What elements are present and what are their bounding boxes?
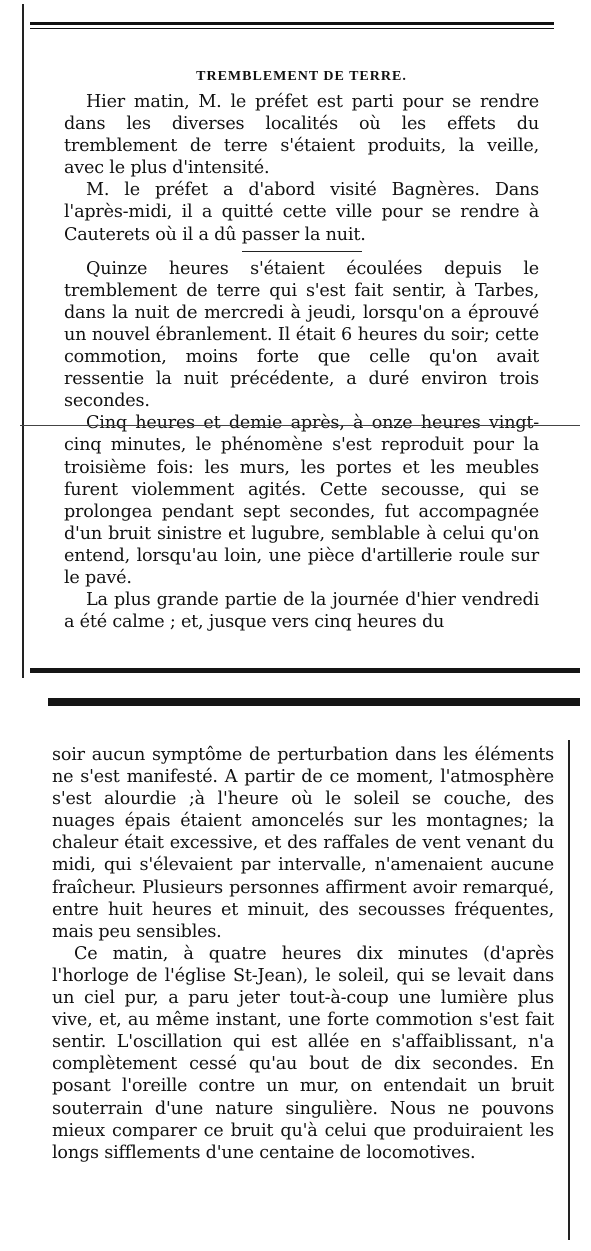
paragraph-5: La plus grande partie de la journée d'hier vendredi a été calme ; et, jusque vers cinq heures du (64, 590, 539, 633)
top-rule-2 (48, 698, 580, 706)
left-margin-line (22, 4, 24, 678)
column-2 (52, 744, 554, 1164)
paragraph-6: soir aucun symptôme de perturbation dans les éléments ne s'est manifesté. A partir de ce moment, l'atmosphère s'est alourdie ;à l'heure où le soleil se couche, des nuages épais étaient amoncelés sur les montagnes; la chaleur était excessive, et des raffales de vent venant du midi, qui s'élevaient par intervalle, n'amenaient aucune fraîcheur. Plusieurs personnes affirment avoir remarqué, entre huit heures et minuit, des secousses fréquentes, mais peu sensibles. (52, 745, 554, 942)
paragraph-7: Ce matin, à quatre heures dix minutes (d'après l'horloge de l'église St-Jean), le soleil, qui se levait dans un ciel pur, a paru jeter tout-à-coup une lumière plus vive, et, au même instant, une forte commotion s'est fait sentir. L'oscillation qui est allée en s'affaiblissant, n'a complètement cessé qu'au bout de dix secondes. En posant l'oreille contre un mur, on entendait un bruit souterrain d'une nature singulière. Nous ne pouvons mieux comparer ce bruit qu'à celui que produiraient les longs sifflements d'une centaine de locomotives. (52, 943, 554, 1163)
fold-line (20, 425, 580, 426)
top-rule (30, 22, 554, 29)
section-separator (242, 251, 362, 252)
clipping-2 (0, 680, 591, 1251)
right-margin-line (568, 740, 570, 1240)
paragraph-2: M. le préfet a d'abord visité Bagnères. Dans l'après-midi, il a quitté cette ville pour se rendre à Cauterets où il a dû passer la nuit. (64, 180, 539, 245)
paragraph-4: Cinq heures et demie après, à onze heures vingt-cinq minutes, le phénomène s'est reproduit pour la troisième fois: les murs, les portes et les meubles furent violemment agités. Cette secousse, qui se prolongea pendant sept secondes, fut accompagnée d'un bruit sinistre et lugubre, semblable à celui qu'on entend, lorsqu'au loin, une pièce d'artillerie roule sur le pavé. (64, 413, 539, 588)
column-1 (64, 66, 539, 633)
paragraph-1: Hier matin, M. le préfet est parti pour se rendre dans les diverses localités où les effets du tremblement de terre s'étaient produits, la veille, avec le plus d'intensité. (64, 92, 539, 179)
bottom-rule (30, 668, 580, 673)
paragraph-3: Quinze heures s'étaient écoulées depuis le tremblement de terre qui s'est fait sentir, à Tarbes, dans la nuit de mercredi à jeudi, lorsqu'on a éprouvé un nouvel ébranlement. Il était 6 heures du soir; cette commotion, moins forte que celle qu'on avait ressentie la nuit précédente, a duré environ trois secondes. (64, 258, 539, 412)
article-title: TREMBLEMENT DE TERRE. (196, 69, 407, 84)
